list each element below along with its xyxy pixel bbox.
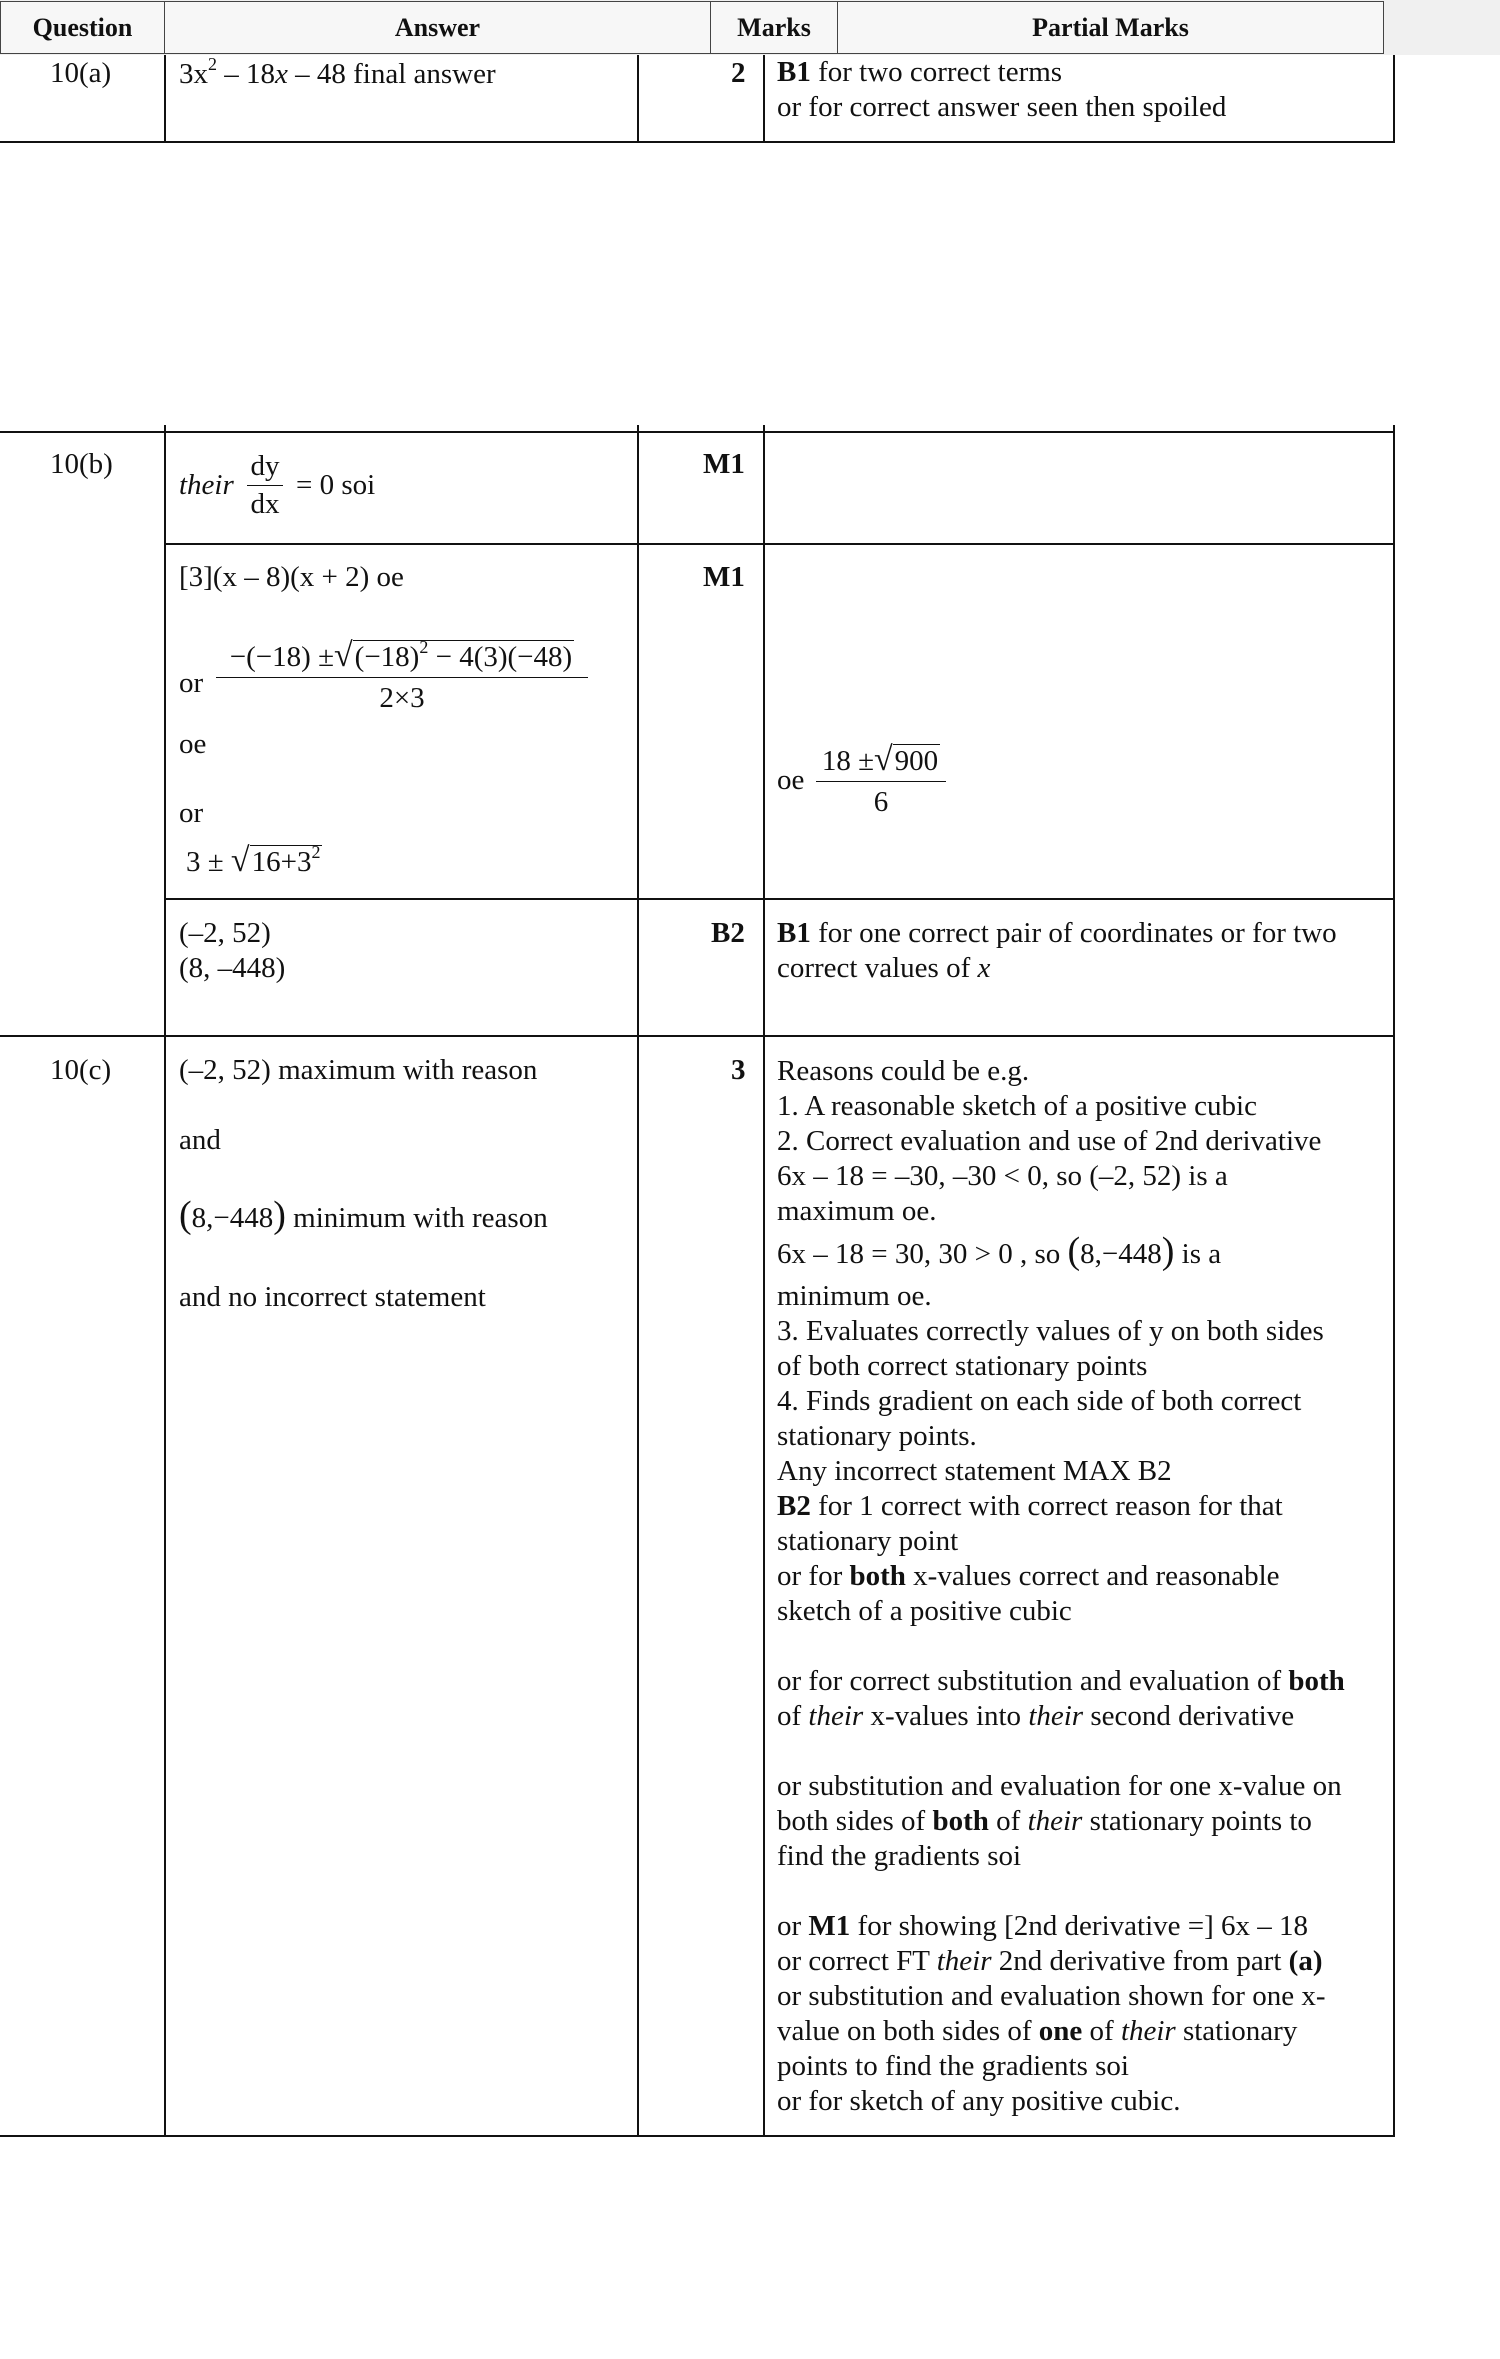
divider <box>637 55 639 142</box>
header-marks: Marks <box>710 1 838 54</box>
answer-10a: $3x^2 - 18x - 48$ final answer <box>179 54 496 90</box>
marks-10b-row3: B2 <box>711 917 745 949</box>
header-partial-marks: Partial Marks <box>837 1 1384 54</box>
pm-line: points to find the gradients soi <box>777 2050 1129 2082</box>
completed-square-answer: $3 \pm √16+3^2$ <box>186 842 321 879</box>
answer-10c-line1: (–2, 52) maximum with reason <box>179 1054 538 1086</box>
pm-line: of both correct stationary points <box>777 1350 1148 1382</box>
pm-line: B2 for 1 correct with correct reason for that <box>777 1490 1283 1522</box>
pm-line: or substitution and evaluation for one x-value on <box>777 1770 1342 1802</box>
pm-line: 1. A reasonable sketch of a positive cubic <box>777 1090 1257 1122</box>
divider <box>0 431 1395 433</box>
divider <box>164 55 166 142</box>
coordinate-2: (8, –448) <box>179 952 286 984</box>
marks-10b-row1: M1 <box>703 448 745 480</box>
dy-dx-fraction: dy dx <box>247 450 283 521</box>
header-answer: Answer <box>164 1 711 54</box>
question-label-10a: 10(a) <box>50 57 112 89</box>
pm-line: value on both sides of one of their stationary <box>777 2015 1298 2047</box>
pm-line: minimum oe. <box>777 1280 932 1312</box>
factorised-answer: [3](x – 8)(x + 2) oe <box>179 561 404 593</box>
partial-10b-row3-line1: B1 for one correct pair of coordinates or for two <box>777 917 1337 949</box>
or-text: or <box>179 797 204 829</box>
partial-10a-line2: or for correct answer seen then spoiled <box>777 91 1227 123</box>
header-question: Question <box>0 1 165 54</box>
answer-10c-line2: and <box>179 1124 221 1156</box>
partial-10b-row3-line2: correct values of x <box>777 952 991 984</box>
marks-10b-row2: M1 <box>703 561 745 593</box>
pm-line: both sides of both of their stationary points to <box>777 1805 1312 1837</box>
soi-text: = 0 soi <box>296 469 376 501</box>
pm-line: or for sketch of any positive cubic. <box>777 2085 1181 2117</box>
partial-root-fraction: 18 ±√900 6 <box>816 742 946 820</box>
divider <box>1393 425 1395 2136</box>
pm-line: of their x-values into their second derivative <box>777 1700 1295 1732</box>
answer-10c-line4: and no incorrect statement <box>179 1281 486 1313</box>
coordinate-1: (–2, 52) <box>179 917 271 949</box>
pm-line: 3. Evaluates correctly values of y on both sides <box>777 1315 1324 1347</box>
marks-10c: 3 <box>731 1054 746 1086</box>
pm-line: or for correct substitution and evaluation of both <box>777 1665 1345 1697</box>
question-label-10c: 10(c) <box>50 1054 112 1086</box>
oe-text: oe <box>179 728 207 760</box>
divider <box>164 898 1395 900</box>
quadratic-formula-fraction: $-(-18) \pm√(-18)^2 - 4(3)(-48)$ 2×3 <box>216 638 588 716</box>
divider <box>164 425 166 2136</box>
divider <box>0 1035 1395 1037</box>
pm-line: or correct FT their 2nd derivative from part (a) <box>777 1945 1323 1977</box>
partial-oe-text: oe <box>777 764 805 796</box>
pm-line: find the gradients soi <box>777 1840 1022 1872</box>
pm-line: Any incorrect statement MAX B2 <box>777 1455 1172 1487</box>
pm-line: or substitution and evaluation shown for one x- <box>777 1980 1326 2012</box>
pm-line: or M1 for showing [2nd derivative =] 6x – 18 <box>777 1910 1309 1942</box>
pm-line: 6x – 18 = –30, –30 < 0, so (–2, 52) is a <box>777 1160 1228 1192</box>
pm-line: stationary points. <box>777 1420 977 1452</box>
pm-line: 2. Correct evaluation and use of 2nd derivative <box>777 1125 1322 1157</box>
partial-10a-line1: B1 for two correct terms <box>777 56 1063 88</box>
or-text: or <box>179 667 204 699</box>
divider <box>0 2135 1395 2137</box>
divider <box>0 141 1395 143</box>
pm-line: 6x – 18 = 30, 30 > 0 , so (8,−448) is a <box>777 1230 1222 1272</box>
pm-line: maximum oe. <box>777 1195 937 1227</box>
pm-line: sketch of a positive cubic <box>777 1595 1072 1627</box>
divider <box>1393 55 1395 142</box>
answer-10c-line3: (8,−448) minimum with reason <box>179 1194 548 1236</box>
divider <box>637 425 639 2136</box>
divider <box>763 425 765 2136</box>
marks-10a: 2 <box>731 57 746 89</box>
question-label-10b: 10(b) <box>50 448 113 480</box>
their-text: their <box>179 469 234 501</box>
pm-line: Reasons could be e.g. <box>777 1055 1030 1087</box>
divider <box>763 55 765 142</box>
pm-line: or for both x-values correct and reasonable <box>777 1560 1280 1592</box>
pm-line: stationary point <box>777 1525 959 1557</box>
divider <box>164 543 1395 545</box>
pm-line: 4. Finds gradient on each side of both correct <box>777 1385 1302 1417</box>
